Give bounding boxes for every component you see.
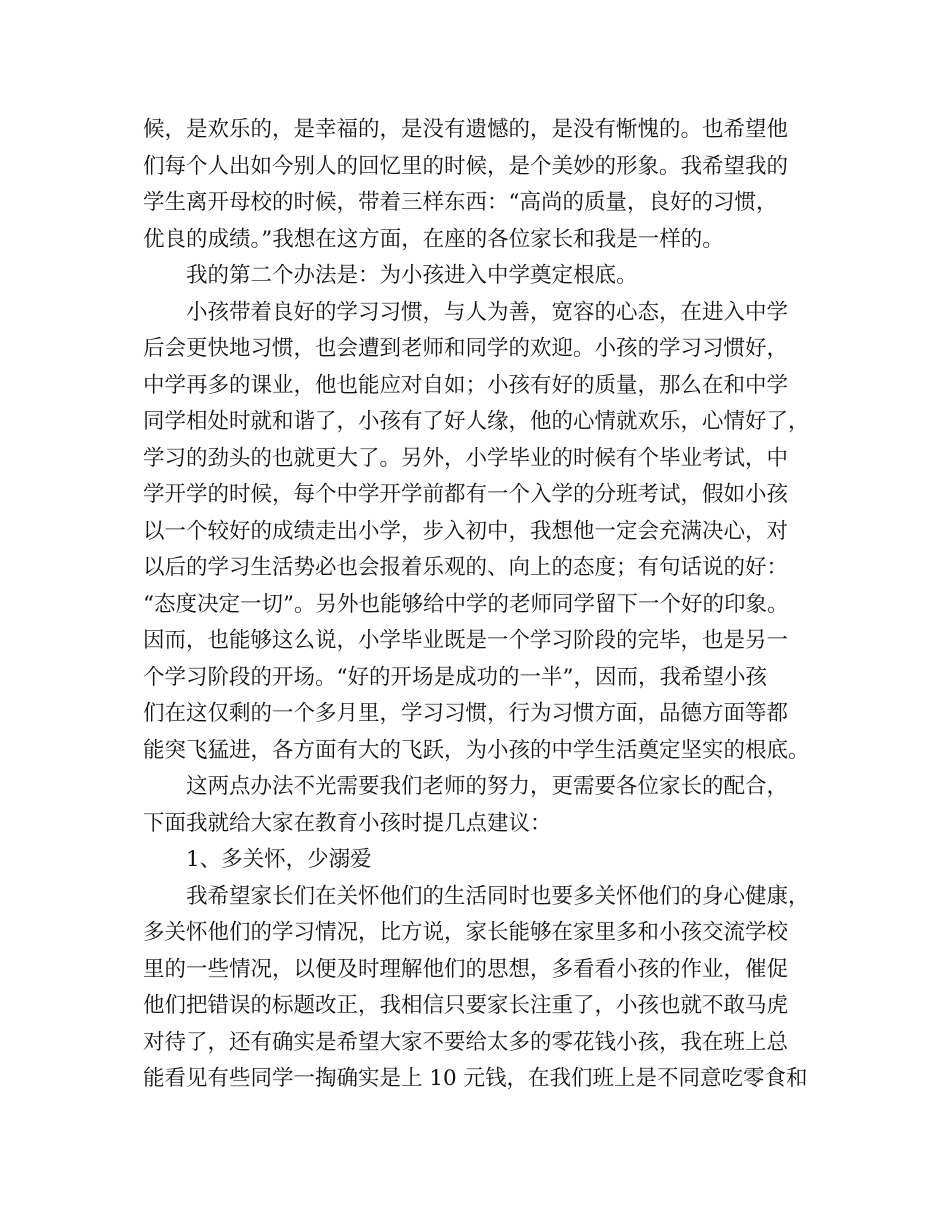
text-line: 因而，也能够这么说，小学毕业既是一个学习阶段的完毕，也是另一 — [143, 628, 789, 653]
text-line: 小孩带着良好的学习习惯，与人为善，宽容的心态，在进入中学 — [186, 299, 789, 325]
text-line: 里的一些情况，以便及时理解他们的思想，多看看小孩的作业，催促 — [143, 956, 789, 982]
text-line: 们每个人出如今别人的回忆里的时候，是个美妙的形象。我希望我的 — [143, 153, 789, 179]
text-line: 多关怀他们的学习情况，比方说，家长能够在家里多和小孩交流学校 — [143, 920, 789, 945]
text-line: 学习的劲头的也就更大了。另外，小学毕业的时候有个毕业考试，中 — [143, 445, 789, 471]
text-line: 以后的学习生活势必也会报着乐观的、向上的态度；有句话说的好： — [143, 555, 789, 580]
text-line: 我的第二个办法是：为小孩进入中学奠定根底。 — [186, 263, 638, 288]
text-line: 这两点办法不光需要我们老师的努力，更需要各位家长的配合， — [186, 774, 789, 799]
text-line: 同学相处时就和谐了，小孩有了好人缘，他的心情就欢乐，心情好了， — [143, 409, 810, 434]
text-line: 优良的成绩。”我想在这方面，在座的各位家长和我是一样的。 — [143, 226, 724, 252]
body-text — [143, 112, 813, 1098]
text-line: 学开学的时候，每个中学开学前都有一个入学的分班考试，假如小孩 — [143, 482, 789, 507]
text-line: 我希望家长们在关怀他们的生活同时也要多关怀他们的身心健康， — [186, 883, 810, 909]
text-line: 中学再多的课业，他也能应对自如；小孩有好的质量，那么在和中学 — [143, 372, 789, 398]
text-line: 们在这仅剩的一个多月里，学习习惯，行为习惯方面，品德方面等都 — [143, 701, 789, 726]
text-line: 能突飞猛进，各方面有大的飞跃，为小孩的中学生活奠定坚实的根底。 — [143, 737, 810, 763]
text-line: 候，是欢乐的，是幸福的，是没有遗憾的，是没有惭愧的。也希望他 — [143, 117, 789, 142]
text-line: “态度决定一切”。另外也能够给中学的老师同学留下一个好的印象。 — [143, 591, 789, 617]
text-line: 后会更快地习惯，也会遭到老师和同学的欢迎。小孩的学习习惯好， — [143, 336, 789, 361]
text-line: 学生离开母校的时候，带着三样东西：“高尚的质量，良好的习惯， — [143, 190, 778, 215]
text-line: 能看见有些同学一掏确实是上 10 元钱，在我们班上是不同意吃零食和 — [143, 1066, 808, 1091]
text-line: 他们把错误的标题改正，我相信只要家长注重了，小孩也就不敢马虎 — [143, 993, 789, 1018]
text-line: 对待了，还有确实是希望大家不要给太多的零花钱小孩，我在班上总 — [143, 1029, 789, 1055]
text-line: 下面我就给大家在教育小孩时提几点建议： — [143, 810, 552, 836]
text-line: 1、多关怀，少溺爱 — [186, 847, 372, 872]
text-line: 个学习阶段的开场。“好的开场是成功的一半”，因而，我希望小孩 — [143, 664, 767, 690]
text-line: 以一个较好的成绩走出小学，步入初中，我想他一定会充满决心，对 — [143, 518, 789, 544]
